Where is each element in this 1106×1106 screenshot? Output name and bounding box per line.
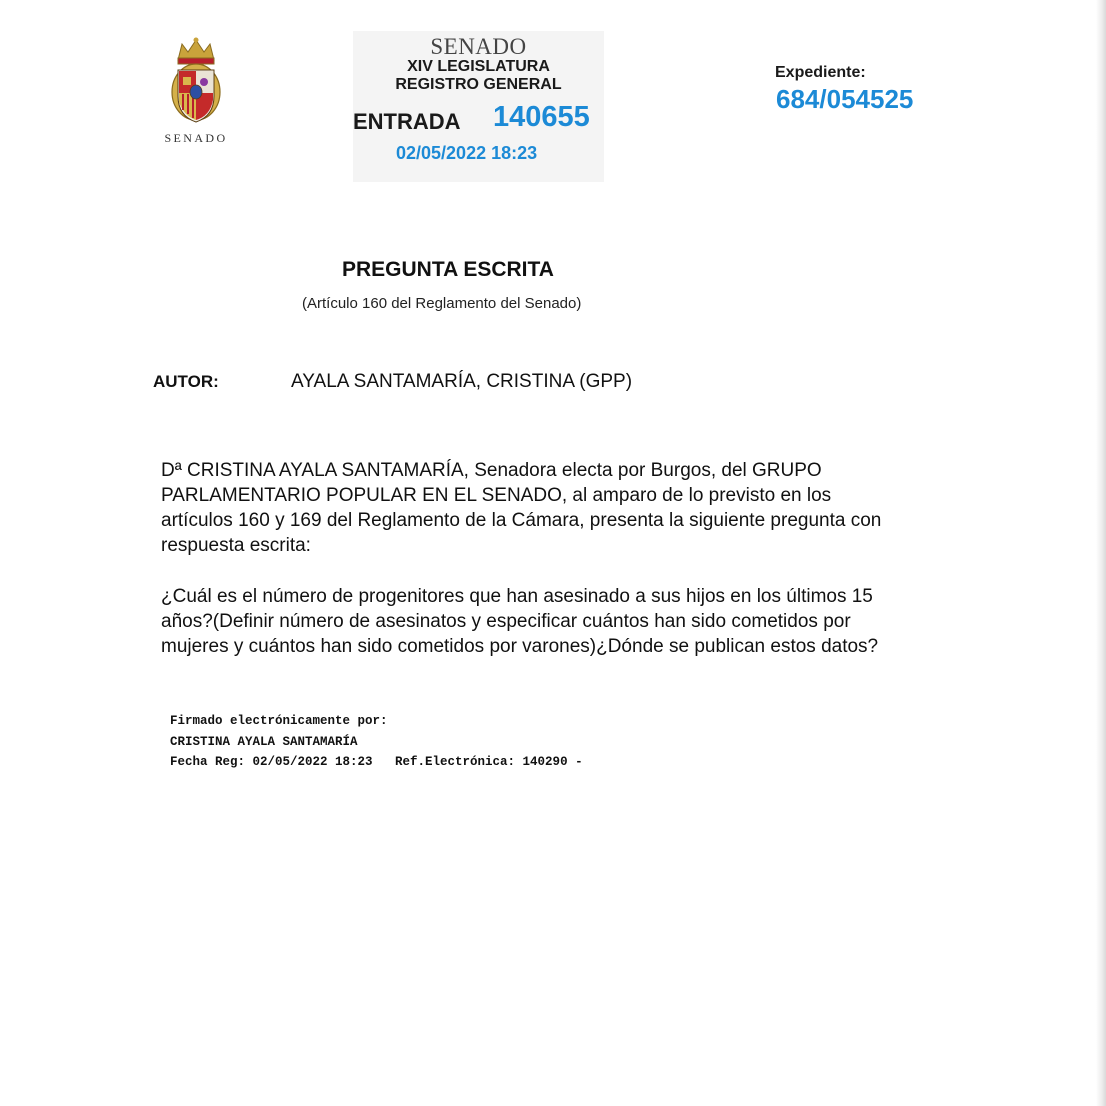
expediente-number: 684/054525 [776,84,914,114]
intro-line: respuesta escrita: [161,535,311,556]
stamp-registry: REGISTRO GENERAL [395,76,562,93]
question-line: mujeres y cuántos han sido cometidos por varones)¿Dónde se publican estos datos? [161,636,879,657]
signer-name: CRISTINA AYALA SANTAMARÍA [170,734,358,749]
senado-logo [150,34,242,152]
intro-paragraph [161,458,961,558]
signed-by-label: Firmado electrónicamente por: [170,714,388,728]
document-subtitle: (Artículo 160 del Reglamento del Senado) [302,295,582,312]
intro-line: Dª CRISTINA AYALA SANTAMARÍA, Senadora electa por Burgos, del GRUPO [161,460,822,481]
senado-coat-of-arms-icon [164,34,228,130]
stamp-legislature: XIV LEGISLATURA [407,58,550,75]
registration-reference: Fecha Reg: 02/05/2022 18:23 Ref.Electrónica: 140290 - [170,755,583,769]
registration-stamp [353,31,604,182]
intro-line: PARLAMENTARIO POPULAR EN EL SENADO, al amparo de lo previsto en los [161,485,832,506]
stamp-entry-label: ENTRADA [353,109,461,134]
stamp-institution: SENADO [430,34,527,59]
question-paragraph [161,584,961,659]
page-edge-shadow [1096,0,1106,1106]
logo-caption: SENADO [164,131,228,145]
expediente-label: Expediente: [775,64,866,81]
author-name: AYALA SANTAMARÍA, CRISTINA (GPP) [291,371,633,392]
question-line: ¿Cuál es el número de progenitores que han asesinado a sus hijos en los últimos 15 [161,586,873,607]
question-line: años?(Definir número de asesinatos y especificar cuántos han sido cometidos por [161,611,851,632]
document-title: PREGUNTA ESCRITA [342,258,554,281]
stamp-entry-number: 140655 [493,101,590,133]
intro-line: artículos 160 y 169 del Reglamento de la Cámara, presenta la siguiente pregunta con [161,510,882,531]
author-label: AUTOR: [153,372,219,391]
electronic-signature [170,711,583,773]
stamp-datetime: 02/05/2022 18:23 [396,143,538,163]
